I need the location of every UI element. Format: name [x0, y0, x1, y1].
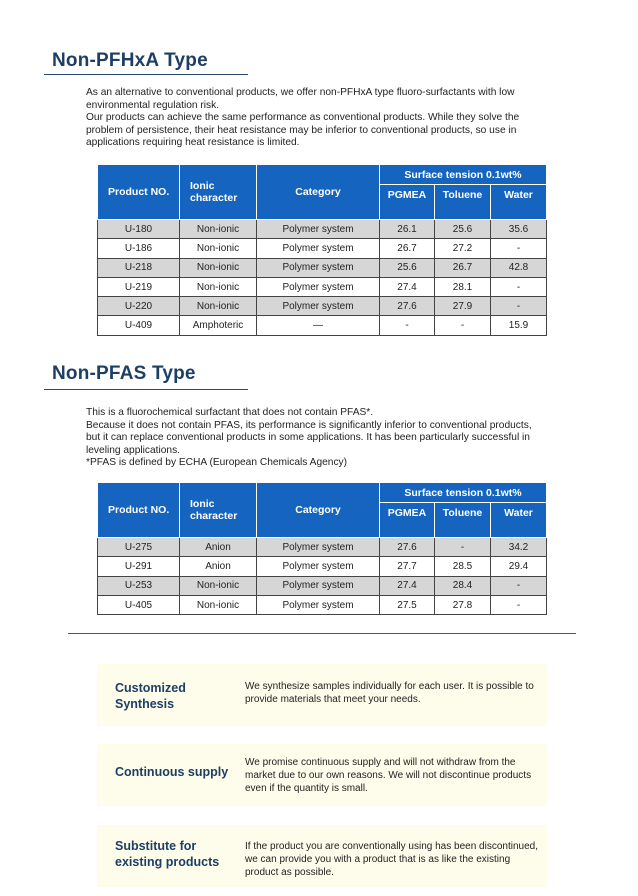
- table-row: [98, 239, 547, 258]
- cell-toluene: -: [435, 538, 491, 557]
- header-surface-tension: Surface tension 0.1wt%: [380, 165, 547, 185]
- cell-toluene: 25.6: [435, 220, 491, 239]
- cell-pgmea: 26.7: [380, 239, 435, 258]
- cell-water: -: [491, 239, 547, 258]
- header-toluene: Toluene: [435, 503, 491, 538]
- cell-pgmea: 25.6: [380, 258, 435, 277]
- cell-category: Polymer system: [257, 277, 380, 296]
- table-row: [98, 557, 547, 576]
- feature-text: We promise continuous supply and will not withdraw from the market due to our own reasons. We will not discontinue products even if the quantity is small.: [245, 757, 532, 794]
- cell-ionic: Non-ionic: [180, 239, 257, 258]
- feature-card-customized-synthesis: [97, 664, 547, 726]
- cell-toluene: 27.2: [435, 239, 491, 258]
- section-title-non-pfhxa: Non-PFHxA Type: [52, 50, 208, 71]
- header-category: Category: [257, 483, 380, 538]
- cell-water: -: [491, 297, 547, 316]
- cell-water: -: [491, 277, 547, 296]
- table-row: [98, 576, 547, 595]
- title-underline: [44, 74, 248, 75]
- header-category: Category: [257, 165, 380, 220]
- cell-ionic: Anion: [180, 557, 257, 576]
- intro-paragraph: Because it does not contain PFAS, its performance is significantly inferior to conventional products, but it can replace conventional products in some applications. It has been particularly successful in leveling applications.: [86, 419, 532, 456]
- cell-ionic: Non-ionic: [180, 258, 257, 277]
- cell-ionic: Non-ionic: [180, 297, 257, 316]
- cell-product: U-253: [98, 576, 180, 595]
- table-row: [98, 316, 547, 335]
- section-divider: [68, 633, 576, 634]
- header-pgmea: PGMEA: [380, 503, 435, 538]
- cell-water: 35.6: [491, 220, 547, 239]
- cell-category: Polymer system: [257, 557, 380, 576]
- header-ionic: Ionic character: [180, 165, 257, 220]
- cell-toluene: 26.7: [435, 258, 491, 277]
- cell-water: -: [491, 576, 547, 595]
- cell-category: —: [257, 316, 380, 335]
- cell-water: -: [491, 595, 547, 614]
- intro-paragraph: As an alternative to conventional products, we offer non-PFHxA type fluoro-surfactants with low environmental regulation risk.: [86, 87, 515, 111]
- cell-toluene: 28.1: [435, 277, 491, 296]
- header-product: Product NO.: [98, 165, 180, 220]
- cell-product: U-220: [98, 297, 180, 316]
- header-water: Water: [491, 503, 547, 538]
- feature-title: Customized Synthesis: [115, 681, 186, 711]
- table-row: [98, 220, 547, 239]
- intro-paragraph: This is a fluorochemical surfactant that does not contain PFAS*.: [86, 407, 374, 418]
- cell-category: Polymer system: [257, 297, 380, 316]
- cell-ionic: Anion: [180, 538, 257, 557]
- cell-product: U-275: [98, 538, 180, 557]
- cell-water: 34.2: [491, 538, 547, 557]
- cell-ionic: Non-ionic: [180, 220, 257, 239]
- cell-ionic: Non-ionic: [180, 277, 257, 296]
- cell-water: 29.4: [491, 557, 547, 576]
- cell-pgmea: 27.5: [380, 595, 435, 614]
- cell-pgmea: -: [380, 316, 435, 335]
- intro-non-pfhxa: [86, 87, 546, 150]
- feature-text: If the product you are conventionally using has been discontinued, we can provide you with a product that is as like the existing product as possible.: [245, 841, 538, 878]
- feature-text: We synthesize samples individually for each user. It is possible to provide materials that meet your needs.: [245, 681, 534, 705]
- cell-product: U-219: [98, 277, 180, 296]
- table-row: [98, 258, 547, 277]
- feature-card-continuous-supply: [97, 744, 547, 806]
- cell-pgmea: 27.6: [380, 538, 435, 557]
- cell-water: 15.9: [491, 316, 547, 335]
- table-row: [98, 277, 547, 296]
- header-pgmea: PGMEA: [380, 185, 435, 220]
- intro-paragraph: Our products can achieve the same performance as conventional products. While they solve the problem of persistence, their heat resistance may be inferior to conventional products, so use in applications requiring heat resistance is limited.: [86, 112, 520, 149]
- table-non-pfhxa: [97, 164, 547, 336]
- cell-toluene: 27.9: [435, 297, 491, 316]
- cell-product: U-409: [98, 316, 180, 335]
- feature-title: Substitute for existing products: [115, 839, 220, 869]
- cell-category: Polymer system: [257, 538, 380, 557]
- intro-footnote: *PFAS is defined by ECHA (European Chemicals Agency): [86, 457, 348, 469]
- header-product: Product NO.: [98, 483, 180, 538]
- cell-product: U-405: [98, 595, 180, 614]
- cell-pgmea: 27.4: [380, 576, 435, 595]
- table-row: [98, 297, 547, 316]
- section-title-non-pfas: Non-PFAS Type: [52, 363, 196, 384]
- cell-product: U-186: [98, 239, 180, 258]
- cell-category: Polymer system: [257, 220, 380, 239]
- cell-toluene: -: [435, 316, 491, 335]
- cell-pgmea: 26.1: [380, 220, 435, 239]
- table-row: [98, 538, 547, 557]
- cell-pgmea: 27.7: [380, 557, 435, 576]
- cell-product: U-218: [98, 258, 180, 277]
- header-toluene: Toluene: [435, 185, 491, 220]
- table-row: [98, 595, 547, 614]
- feature-title: Continuous supply: [115, 765, 229, 779]
- cell-category: Polymer system: [257, 576, 380, 595]
- cell-product: U-291: [98, 557, 180, 576]
- header-water: Water: [491, 185, 547, 220]
- header-surface-tension: Surface tension 0.1wt%: [380, 483, 547, 503]
- cell-ionic: Non-ionic: [180, 595, 257, 614]
- title-underline: [44, 389, 248, 390]
- cell-category: Polymer system: [257, 595, 380, 614]
- feature-card-substitute: [97, 825, 547, 887]
- cell-toluene: 28.5: [435, 557, 491, 576]
- cell-category: Polymer system: [257, 239, 380, 258]
- cell-ionic: Non-ionic: [180, 576, 257, 595]
- cell-toluene: 27.8: [435, 595, 491, 614]
- header-ionic: Ionic character: [180, 483, 257, 538]
- cell-pgmea: 27.6: [380, 297, 435, 316]
- cell-water: 42.8: [491, 258, 547, 277]
- cell-category: Polymer system: [257, 258, 380, 277]
- table-non-pfas: [97, 482, 547, 615]
- intro-non-pfas: [86, 407, 546, 470]
- cell-pgmea: 27.4: [380, 277, 435, 296]
- cell-toluene: 28.4: [435, 576, 491, 595]
- cell-product: U-180: [98, 220, 180, 239]
- cell-ionic: Amphoteric: [180, 316, 257, 335]
